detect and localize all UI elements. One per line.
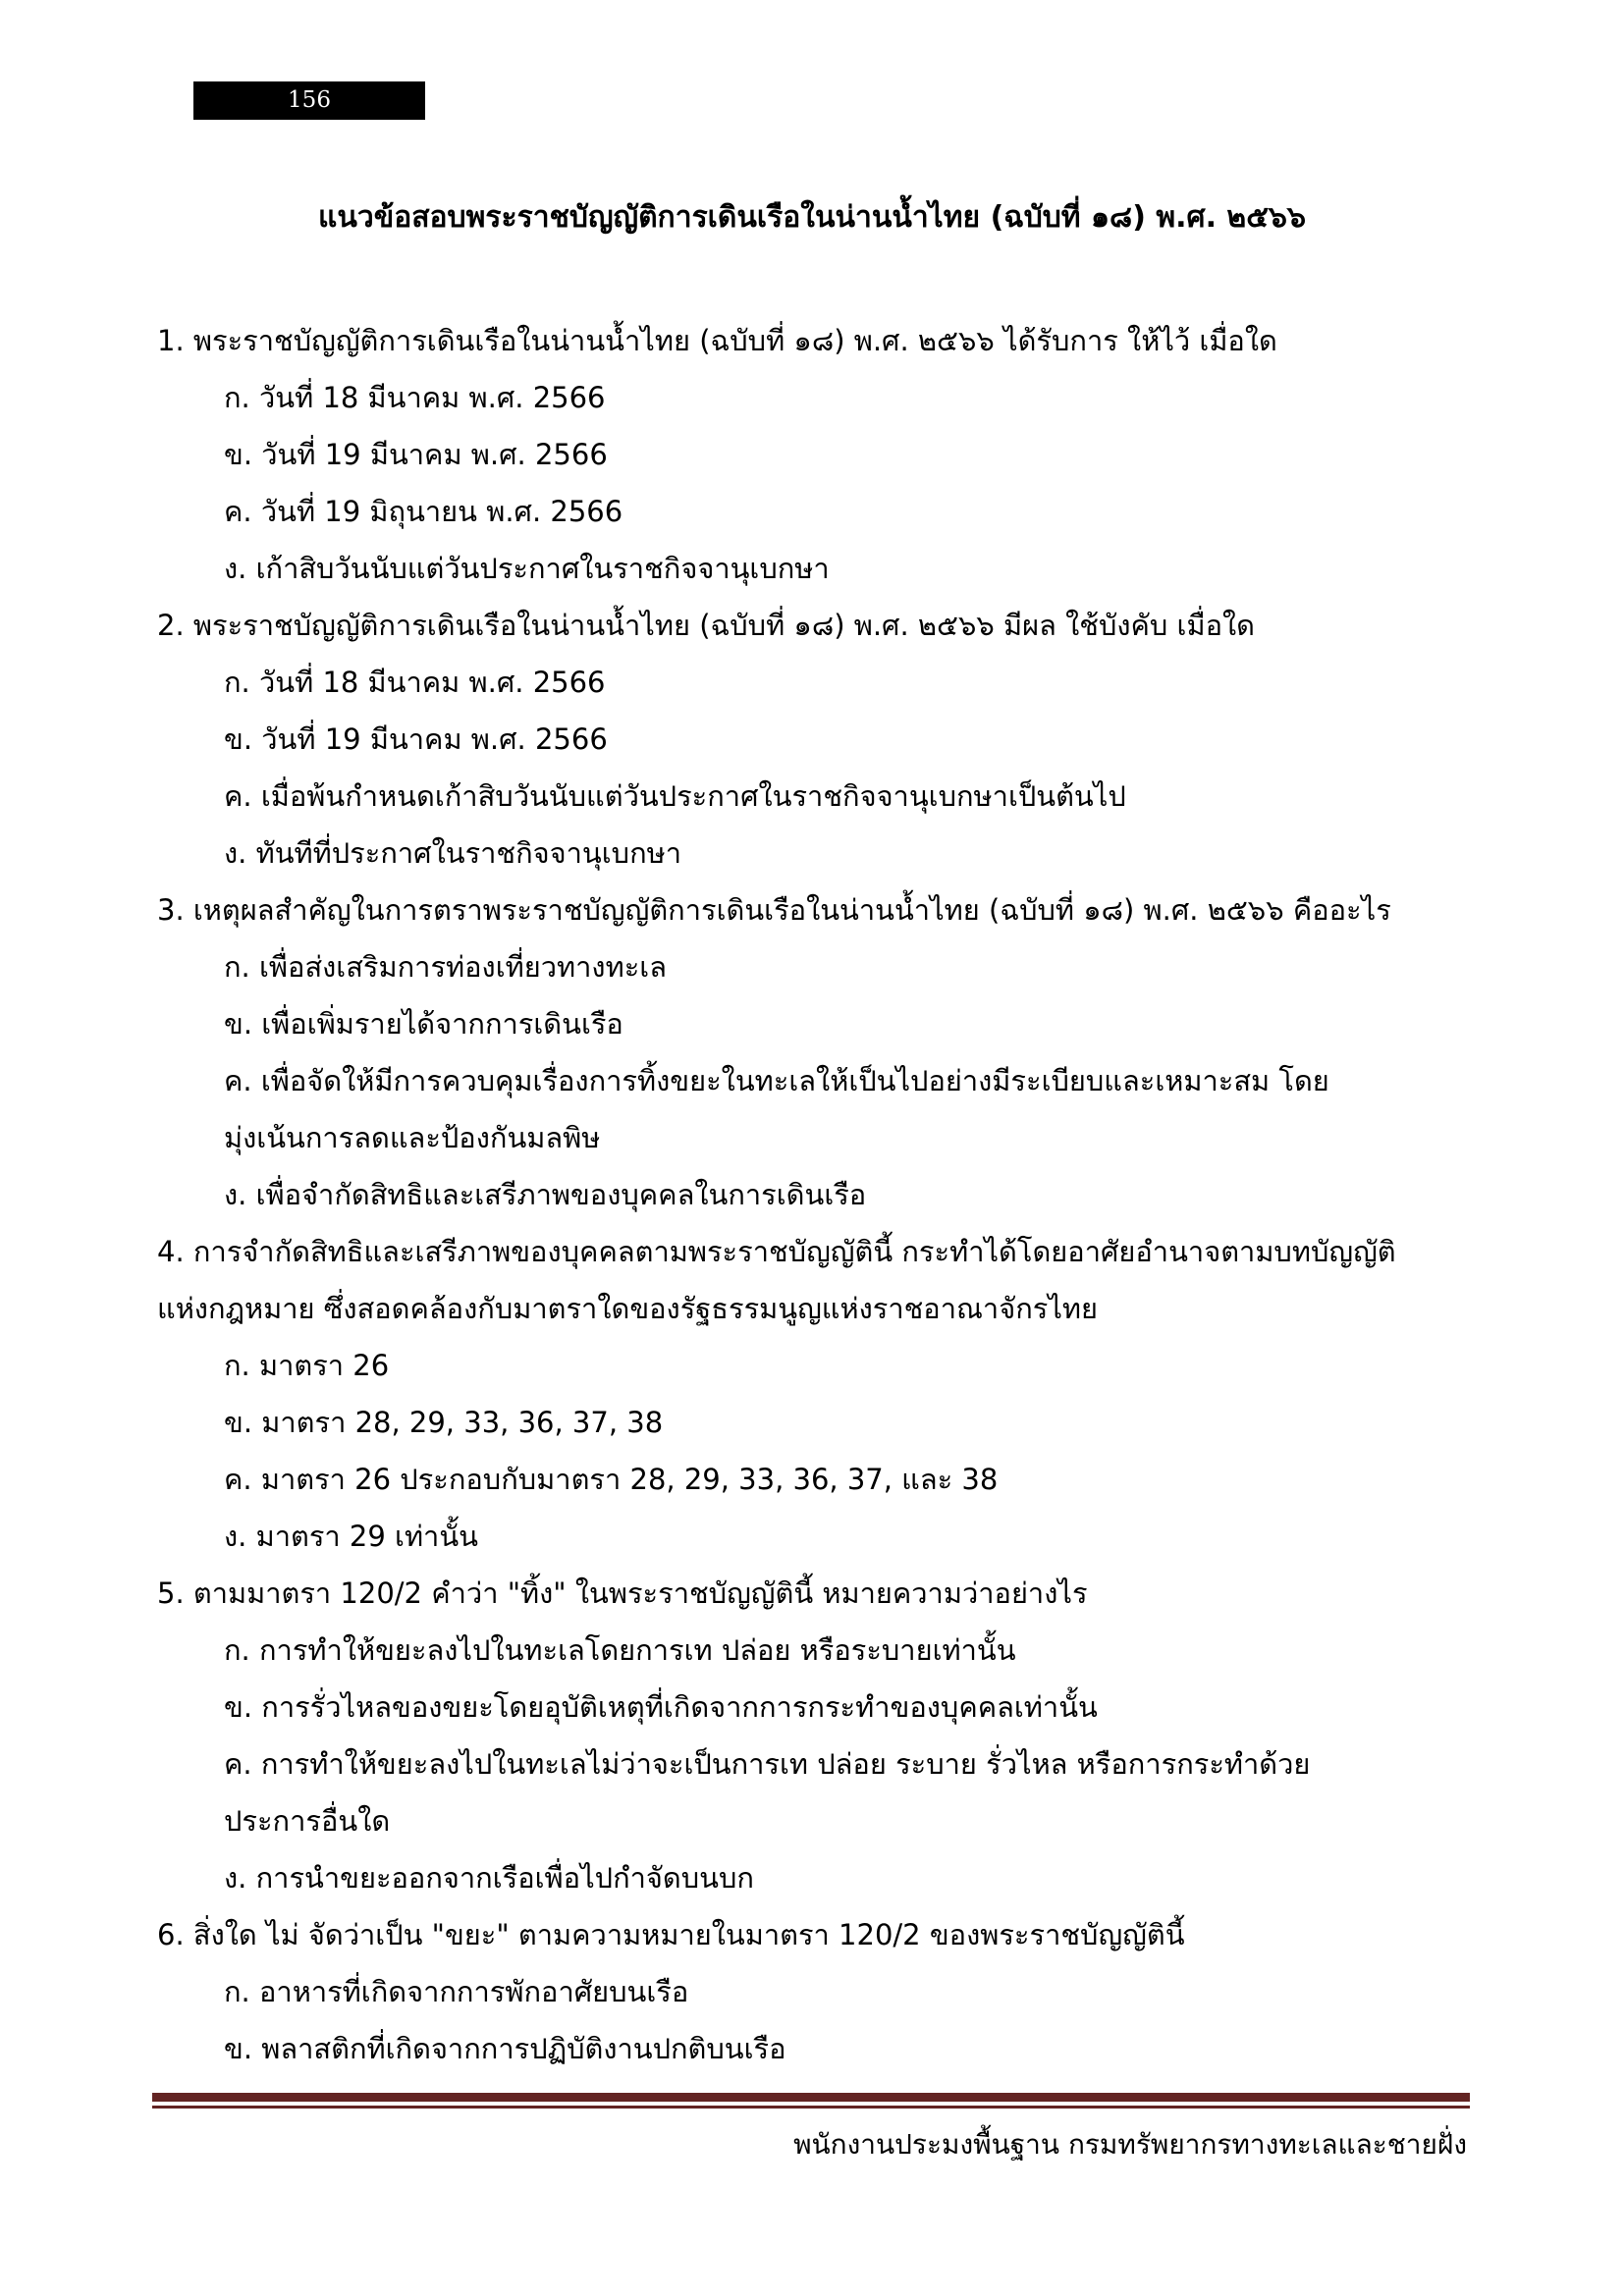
footer-text: พนักงานประมงพื้นฐาน กรมทรัพยากรทางทะเลและชายฝั่ง: [793, 2128, 1467, 2161]
option-line: ก. วันที่ 18 มีนาคม พ.ศ. 2566: [224, 381, 606, 414]
option-line: ค. การทำให้ขยะลงไปในทะเลไม่ว่าจะเป็นการเท ปล่อย ระบาย รั่วไหล หรือการกระทำด้วย: [224, 1747, 1311, 1781]
option-line: ก. เพื่อส่งเสริมการท่องเที่ยวทางทะเล: [224, 950, 667, 984]
document-title: แนวข้อสอบพระราชบัญญัติการเดินเรือในน่านน้ำไทย (ฉบับที่ ๑๘) พ.ศ. ๒๕๖๖: [318, 200, 1306, 235]
question-text-line: 1. พระราชบัญญัติการเดินเรือในน่านน้ำไทย (ฉบับที่ ๑๘) พ.ศ. ๒๕๖๖ ได้รับการ ให้ไว้ เมื่อใด: [157, 324, 1277, 357]
footer-divider: [152, 2093, 1470, 2109]
footer-divider-thin-line: [152, 2106, 1470, 2109]
option-line: ค. เมื่อพ้นกำหนดเก้าสิบวันนับแต่วันประกาศในราชกิจจานุเบกษาเป็นต้นไป: [224, 779, 1126, 813]
question-text-line: 4. การจำกัดสิทธิและเสรีภาพของบุคคลตามพระราชบัญญัตินี้ กระทำได้โดยอาศัยอำนาจตามบทบัญญัติ: [157, 1235, 1396, 1268]
option-line: ข. การรั่วไหลของขยะโดยอุบัติเหตุที่เกิดจากการกระทำของบุคคลเท่านั้น: [224, 1690, 1098, 1724]
option-line: ค. วันที่ 19 มิถุนายน พ.ศ. 2566: [224, 495, 623, 528]
option-line: ค. มาตรา 26 ประกอบกับมาตรา 28, 29, 33, 36, 37, และ 38: [224, 1463, 999, 1496]
question-text-line: 5. ตามมาตรา 120/2 คำว่า "ทิ้ง" ในพระราชบัญญัตินี้ หมายความว่าอย่างไร: [157, 1576, 1088, 1610]
option-line: มุ่งเน้นการลดและป้องกันมลพิษ: [224, 1121, 601, 1154]
question-text-line: 2. พระราชบัญญัติการเดินเรือในน่านน้ำไทย (ฉบับที่ ๑๘) พ.ศ. ๒๕๖๖ มีผล ใช้บังคับ เมื่อใด: [157, 609, 1255, 642]
question-text-line: 6. สิ่งใด ไม่ จัดว่าเป็น "ขยะ" ตามความหมายในมาตรา 120/2 ของพระราชบัญญัตินี้: [157, 1918, 1185, 1951]
option-line: ง. เพื่อจำกัดสิทธิและเสรีภาพของบุคคลในการเดินเรือ: [224, 1178, 867, 1211]
option-line: ก. วันที่ 18 มีนาคม พ.ศ. 2566: [224, 666, 606, 699]
page-number-badge: 156: [193, 81, 425, 120]
questions: [157, 312, 1467, 2077]
option-line: ก. การทำให้ขยะลงไปในทะเลโดยการเท ปล่อย หรือระบายเท่านั้น: [224, 1633, 1016, 1667]
option-line: ก. มาตรา 26: [224, 1349, 390, 1382]
option-line: ข. พลาสติกที่เกิดจากการปฏิบัติงานปกติบนเรือ: [224, 2032, 786, 2065]
option-line: ง. เก้าสิบวันนับแต่วันประกาศในราชกิจจานุเบกษา: [224, 552, 830, 585]
question-text-line: 3. เหตุผลสำคัญในการตราพระราชบัญญัติการเดินเรือในน่านน้ำไทย (ฉบับที่ ๑๘) พ.ศ. ๒๕๖๖ คืออะไร: [157, 893, 1391, 927]
option-line: ก. อาหารที่เกิดจากการพักอาศัยบนเรือ: [224, 1975, 689, 2008]
question-text-line: แห่งกฎหมาย ซึ่งสอดคล้องกับมาตราใดของรัฐธรรมนูญแห่งราชอาณาจักรไทย: [157, 1292, 1099, 1325]
option-line: ประการอื่นใด: [224, 1804, 391, 1838]
footer-divider-thick-line: [152, 2093, 1470, 2102]
option-line: ข. เพื่อเพิ่มรายได้จากการเดินเรือ: [224, 1007, 623, 1041]
option-line: ข. วันที่ 19 มีนาคม พ.ศ. 2566: [224, 438, 608, 471]
option-line: ง. การนำขยะออกจากเรือเพื่อไปกำจัดบนบก: [224, 1861, 754, 1895]
option-line: ข. มาตรา 28, 29, 33, 36, 37, 38: [224, 1406, 664, 1439]
option-line: ง. มาตรา 29 เท่านั้น: [224, 1520, 478, 1553]
option-line: ข. วันที่ 19 มีนาคม พ.ศ. 2566: [224, 722, 608, 756]
option-line: ค. เพื่อจัดให้มีการควบคุมเรื่องการทิ้งขยะในทะเลให้เป็นไปอย่างมีระเบียบและเหมาะสม โดย: [224, 1064, 1329, 1097]
option-line: ง. ทันทีที่ประกาศในราชกิจจานุเบกษา: [224, 836, 682, 870]
